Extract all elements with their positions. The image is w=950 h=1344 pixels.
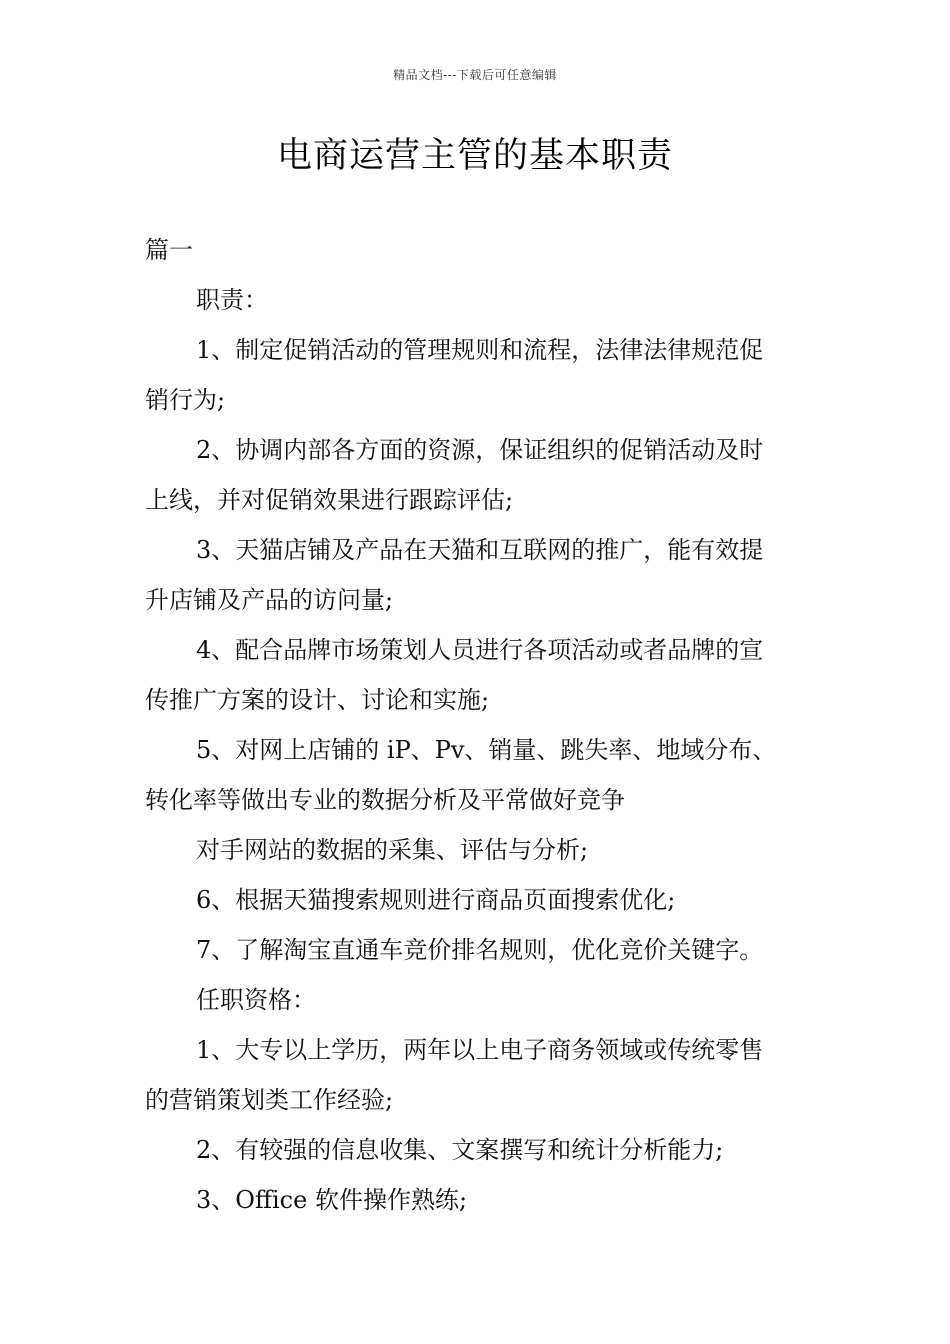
document-body — [145, 225, 807, 1225]
body-line: 升店铺及产品的访问量; — [145, 586, 394, 614]
body-line: 6、根据天猫搜索规则进行商品页面搜索优化; — [196, 886, 676, 914]
body-line: 3、Office 软件操作熟练; — [196, 1186, 468, 1214]
body-line: 销行为; — [145, 386, 226, 414]
body-line: 任职资格： — [196, 986, 316, 1014]
body-line: 的营销策划类工作经验; — [145, 1086, 394, 1114]
body-line: 转化率等做出专业的数据分析及平常做好竞争 — [145, 786, 625, 814]
body-line: 职责： — [196, 286, 268, 314]
body-line: 上线，并对促销效果进行跟踪评估; — [145, 486, 514, 514]
body-line: 1、制定促销活动的管理规则和流程，法律法律规范促 — [196, 336, 764, 364]
body-line: 篇一 — [145, 236, 193, 264]
body-line: 1、大专以上学历，两年以上电子商务领域或传统零售 — [196, 1036, 764, 1064]
header-note: 精品文档---下载后可任意编辑 — [393, 68, 557, 82]
body-line: 传推广方案的设计、讨论和实施; — [145, 686, 490, 714]
body-line: 7、了解淘宝直通车竞价排名规则，优化竞价关键字。 — [196, 936, 764, 964]
body-line: 2、有较强的信息收集、文案撰写和统计分析能力; — [196, 1136, 724, 1164]
document-title: 电商运营主管的基本职责 — [276, 136, 673, 176]
body-line: 2、协调内部各方面的资源，保证组织的促销活动及时 — [196, 436, 764, 464]
body-line: 3、天猫店铺及产品在天猫和互联网的推广，能有效提 — [196, 536, 764, 564]
body-line: 4、配合品牌市场策划人员进行各项活动或者品牌的宣 — [196, 636, 764, 664]
body-line: 5、对网上店铺的 iP、Pv、销量、跳失率、地域分布、 — [196, 736, 777, 764]
body-line: 对手网站的数据的采集、评估与分析; — [196, 836, 589, 864]
